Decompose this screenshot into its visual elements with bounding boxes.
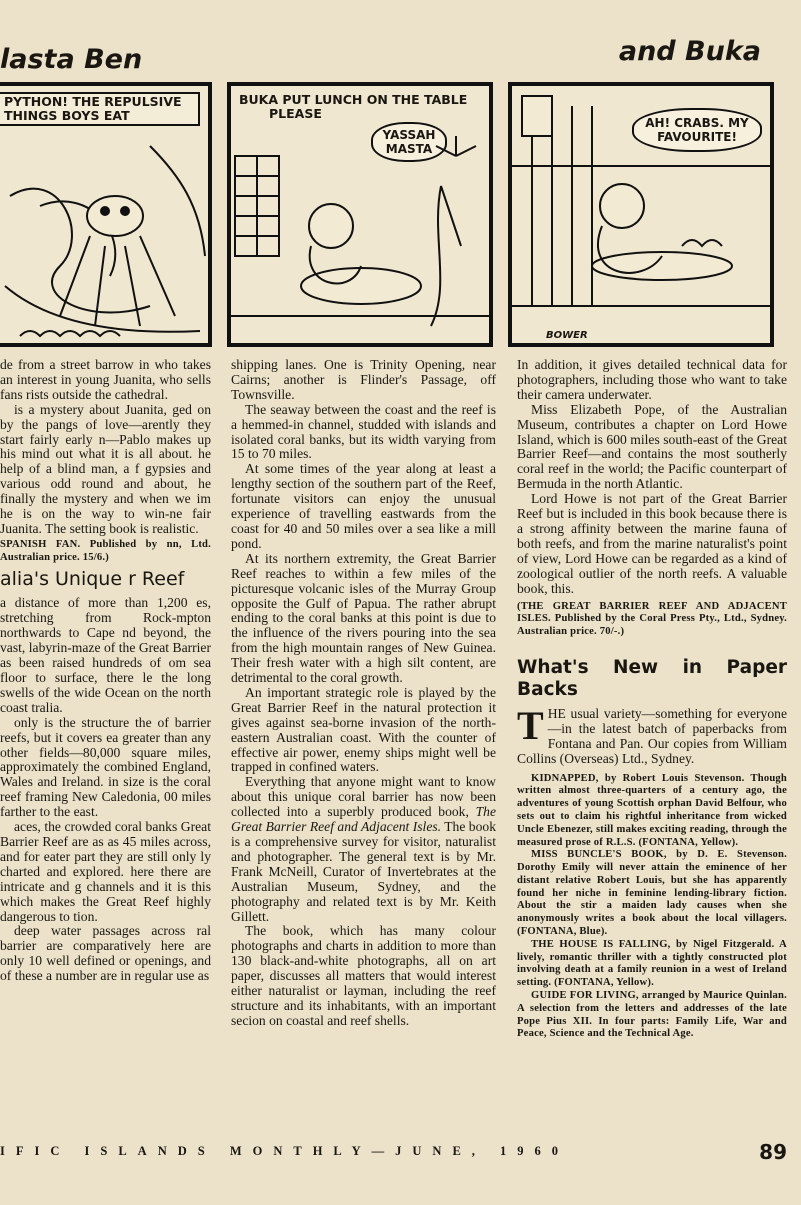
col1-paragraph-4: a distance of more than 1,200 es, stretching from Rock-mpton northwards to Cape nd beyond, the vast, labyrin-maze of the Great Barrier as been raised hundreds of om sea floor to surface, there le the long swells of the wide Ocean on the north coast tralia.	[0, 595, 211, 715]
article-column-2	[231, 358, 496, 1029]
page-number: 89	[759, 1140, 787, 1164]
book-review-miss-buncle: MISS BUNCLE'S BOOK, by D. E. Stevenson. Dorothy Emily will never attain the eminence of her distant relative Robert Louis, but she has apparently found her niche in feminine lending-library fiction. About the stir a maiden lady causes when she anonymously writes a book about the local villagers. (FONTANA, Blue).	[517, 849, 787, 938]
col2-paragraph-7: The book, which has many colour photographs and charts in addition to more than 130 black-and-white photographs, all on art paper, discusses all matters that would interest either naturalist or layman, including the reef structure and its inhabitants, with an important secion on coastal and reef shells.	[231, 923, 496, 1028]
book-review-guide-for-living: GUIDE FOR LIVING, arranged by Maurice Quinlan. A selection from the letters and addresses of the late Pope Pius XII. In four parts: Family Life, War and Peace, Science and the Technical Age.	[517, 990, 787, 1040]
col3-book-credit: (THE GREAT BARRIER REEF AND ADJACENT ISLES. Published by the Coral Press Pty., Ltd., Sydney. Australian price. 70/-.)	[517, 600, 787, 638]
article-column-1	[0, 358, 211, 984]
col1-paragraph-2: is a mystery about Juanita, ged on by the pangs of love—arently they start fairly early n—Pablo makes up his mind out what it is all about. he help of a blind man, a f gypsies and various odd round and about, he finally the mystery and when we im he is on the way to win-ne fair Juanita. The setting book is realistic.	[0, 401, 211, 536]
col3-paragraph-3: Lord Howe is not part of the Great Barrier Reef but is included in this book because there is a strong affinity between the marine fauna of both reefs, and from the marine naturalist's point of view, Lord Howe can be regarded as a kind of zoological outlier of the north reefs. A valuable book, this.	[517, 491, 787, 596]
panel2-caption-line1: BUKA PUT LUNCH ON THE TABLE	[239, 92, 468, 107]
col2-paragraph-6	[231, 775, 496, 924]
col3-paragraph-2: Miss Elizabeth Pope, of the Australian Museum, contributes a chapter on Lord Howe Island, which is 600 miles south-east of the Great Barrier Reef—and contains the most southerly coral reef in the world; the Pacific counterpart of Bermuda in the north Atlantic.	[517, 401, 787, 492]
python-illustration	[0, 86, 212, 347]
col2-paragraph-5: An important strategic role is played by the Great Barrier Reef in the natural protection it gives against sea-borne invasion of the north-eastern Australian coast. With the counter of effective air power, enemy ships might well be trapped in confined waters.	[231, 684, 496, 775]
col1-book-credit: SPANISH FAN. Published by nn, Ltd. Australian price. 15/6.)	[0, 538, 211, 563]
col3-intro-paragraph	[517, 702, 787, 767]
col1-paragraph-7: deep water passages across ral barrier are comparatively here are only 10 well defined or openings, and of these a number are in regular use as	[0, 923, 211, 984]
col1-paragraph-6: aces, the crowded coral banks Great Barrier Reef are as as 45 miles across, and for eater part they are still only ly charted and explored. here there are intricate and g channels and it is this which makes the Great Reef highly dangerous to tion.	[0, 819, 211, 924]
feature-title-right: and Buka	[618, 36, 761, 67]
comic-panel-3	[508, 82, 774, 347]
col1-section-heading: alia's Unique r Reef	[0, 568, 185, 591]
feature-title-left: lasta Ben	[0, 44, 143, 75]
col2-book-title: The Great Barrier Reef and Adjacent Isles.	[231, 804, 496, 835]
article-column-3	[517, 358, 787, 1041]
col2-paragraph-1: shipping lanes. One is Trinity Opening, near Cairns; another is Flinder's Passage, off Townsville.	[231, 357, 496, 402]
running-footer: IFIC ISLANDS MONTHLY—JUNE, 1960	[0, 1144, 570, 1158]
panel3-speech-bubble: AH! CRABS. MY FAVOURITE!	[632, 108, 762, 152]
book-review-kidnapped: KIDNAPPED, by Robert Louis Stevenson. Though written almost three-quarters of a century ago, the adventures of young Scottish orphan David Belfour, who sets out to claim his rightful inheritance from wicked Uncle Ebenezer, still makes exciting reading, through the measured prose of R.L.S. (FONTANA, Yellow).	[517, 772, 787, 848]
drop-cap: T	[517, 702, 544, 748]
col2-paragraph-2: The seaway between the coast and the reef is a hemmed-in channel, studded with islands and isolated coral banks, but its width varying from 15 to 70 miles.	[231, 401, 496, 462]
crabs-dinner-illustration	[512, 86, 774, 347]
panel2-caption-line2: PLEASE	[269, 106, 322, 121]
artist-signature: BOWER	[546, 330, 588, 341]
comic-panel-2	[227, 82, 493, 347]
lunch-table-illustration	[231, 86, 493, 347]
col1-paragraph-5: only is the structure the of barrier reefs, but it covers ea greater than any other fields—80,000 square miles, approximately the combined England, Wales and Ireland. in size is the coral reef framing New Caledonia, 00 miles farther to the east.	[0, 714, 211, 820]
panel1-caption: PYTHON! THE REPULSIVE THINGS BOYS EAT	[0, 92, 200, 126]
col2-p6-text-c: The book is a comprehensive survey for visitor, naturalist and photographer. The general text is by Mr. Frank McNeill, Curator of Invertebrates at the Australian Museum, Sydney, and the photography and related text is by Mr. Keith Gillett.	[231, 819, 496, 924]
col2-paragraph-3: At some times of the year along at least a lengthy section of the southern part of the Reef, fortunate visitors can enjoy the unusual experience of travelling eastwards from the coast for 40 and 50 miles over a sea like a mill pond.	[231, 461, 496, 551]
col2-p6-text-a: Everything that anyone might want to know about this unique coral barrier has now been collected into a superbly produced book,	[231, 774, 496, 820]
col1-paragraph-1: de from a street barrow in who takes an interest in young Juanita, who sells fans rists outside the cathedral.	[0, 357, 211, 402]
col3-paragraph-1: In addition, it gives detailed technical data for photographers, including those who want to take their camera underwater.	[517, 357, 787, 402]
comic-panel-1	[0, 82, 212, 347]
panel2-speech-bubble: YASSAH MASTA	[371, 122, 447, 162]
col3-intro-text: HE usual variety—something for everyone—in the latest batch of paperbacks from Fontana and Pan. Our copies from William Collins (Overseas) Ltd., Sydney.	[517, 705, 787, 766]
col3-section-heading: What's New in Paper Backs	[517, 656, 787, 700]
book-review-house-is-falling: THE HOUSE IS FALLING, by Nigel Fitzgerald. A lively, romantic thriller with a tightly constructed plot involving death at a family reunion in a west of Ireland setting. (FONTANA, Yellow).	[517, 938, 787, 989]
col2-paragraph-4: At its northern extremity, the Great Barrier Reef reaches to within a few miles of the picturesque volcanic isles of the Murray Group opposite the Gulf of Papua. The rather abrupt ending to the coral banks at this point is due to the influence of the rivers pouring into the sea from the high mountain ranges of New Guinea. Their fresh water with a high silt content, are detrimental to the coral growth.	[231, 550, 496, 686]
